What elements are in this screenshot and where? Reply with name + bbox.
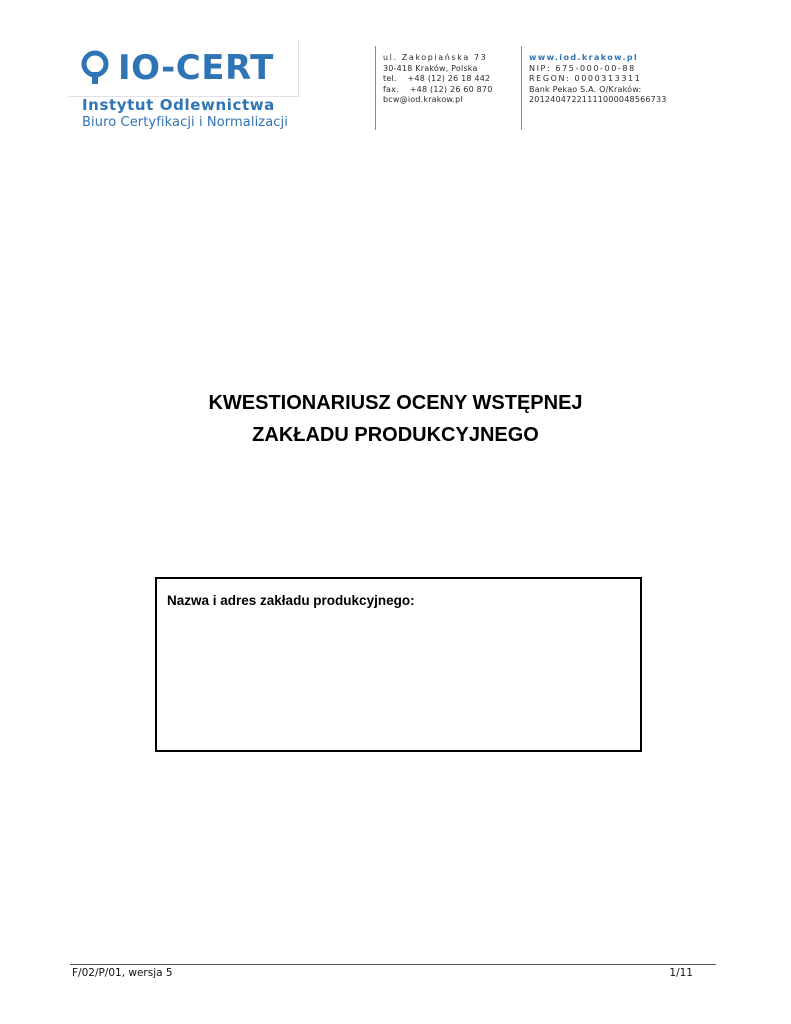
fax-number: +48 (12) 26 60 870 bbox=[409, 84, 493, 94]
page-number: 1/11 bbox=[669, 967, 693, 979]
email-link[interactable]: bcw@iod.krakow.pl bbox=[383, 95, 463, 104]
document-title-line-2: ZAKŁADU PRODUKCYJNEGO bbox=[252, 424, 539, 446]
logo bbox=[68, 40, 299, 97]
header-divider bbox=[375, 46, 376, 130]
plant-name-address-label: Nazwa i adres zakładu produkcyjnego: bbox=[167, 593, 415, 608]
company-block bbox=[529, 53, 667, 106]
address-block bbox=[383, 53, 493, 106]
header-divider bbox=[521, 46, 522, 130]
bank-account: 20124047221111000048566733 bbox=[529, 95, 667, 104]
nip: NIP: 675-000-00-88 bbox=[529, 63, 636, 73]
footer-divider bbox=[70, 964, 716, 965]
fax-line bbox=[383, 85, 493, 96]
institute-name: Instytut Odlewnictwa bbox=[82, 96, 275, 114]
document-title-line-1: KWESTIONARIUSZ OCENY WSTĘPNEJ bbox=[208, 392, 583, 414]
phone-number: +48 (12) 26 18 442 bbox=[407, 74, 491, 83]
regon: REGON: 0000313311 bbox=[529, 74, 642, 83]
institute-subtitle: Biuro Certyfikacji i Normalizacji bbox=[82, 115, 288, 130]
street: ul. Zakopiańska 73 bbox=[383, 53, 488, 62]
io-cert-logo-icon bbox=[80, 50, 110, 86]
phone-line bbox=[383, 74, 493, 85]
city: 30-418 Kraków, Polska bbox=[383, 63, 478, 73]
plant-name-address-field[interactable] bbox=[155, 577, 642, 752]
logo-text: IO-CERT bbox=[118, 48, 274, 88]
website-link[interactable]: www.iod.krakow.pl bbox=[529, 53, 639, 62]
form-id: F/02/P/01, wersja 5 bbox=[72, 967, 173, 979]
fax-label: fax. bbox=[383, 84, 399, 94]
phone-label: tel. bbox=[383, 74, 397, 83]
bank-name: Bank Pekao S.A. O/Kraków: bbox=[529, 84, 642, 94]
